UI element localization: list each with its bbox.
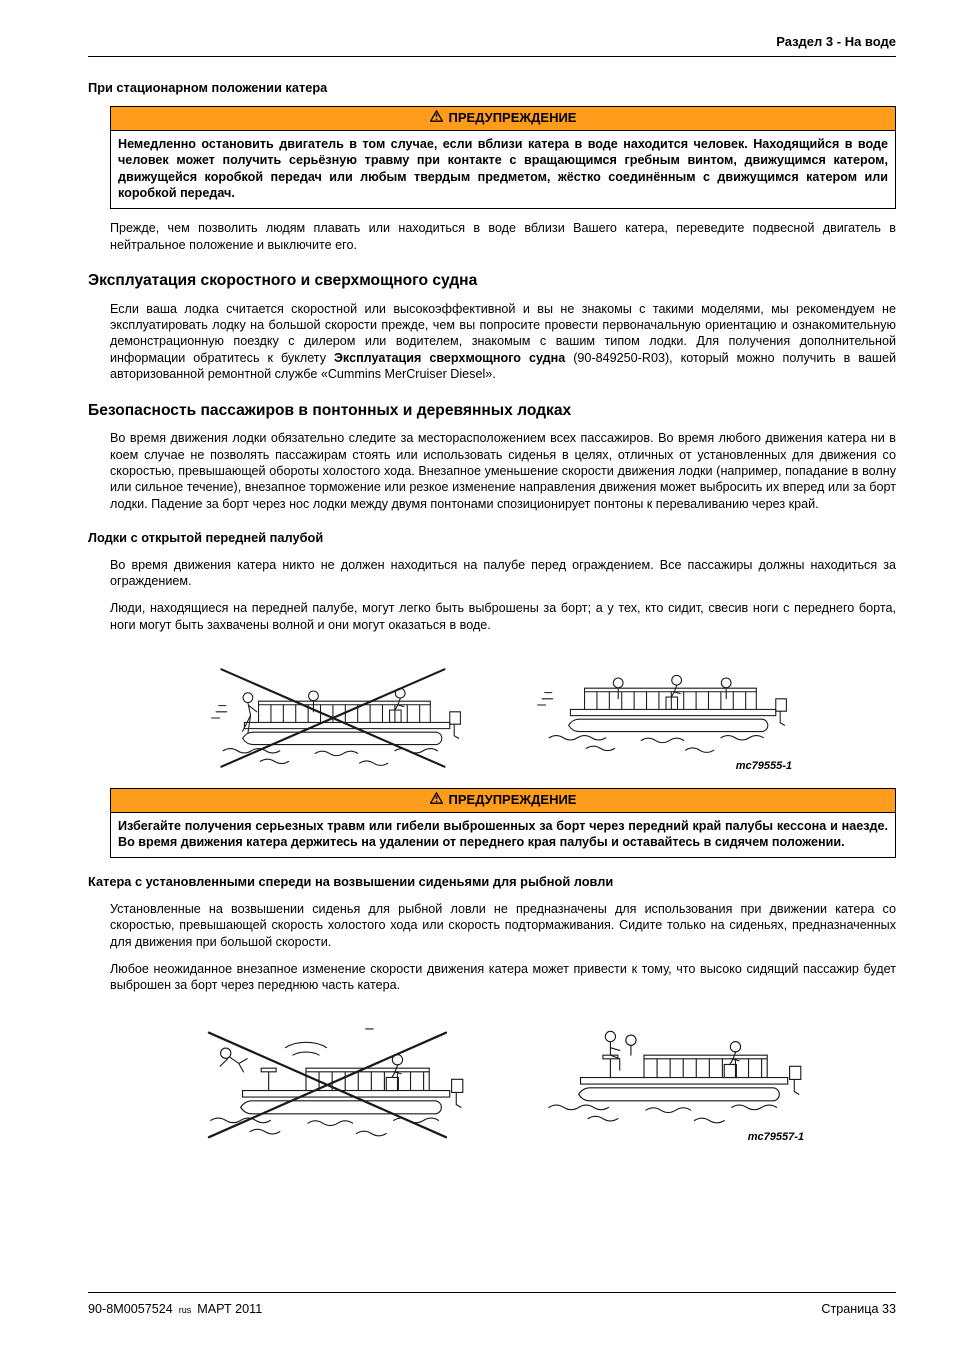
warning-box-stationary — [110, 106, 896, 209]
heading-highspeed: Эксплуатация скоростного и сверхмощного судна — [88, 272, 478, 290]
footer-document-info — [88, 1302, 262, 1316]
paragraph-open-deck-2: Люди, находящиеся на передней палубе, могут легко быть выброшены за борт; а у тех, кто сидит, свесив ноги с переднего борта, ноги могут быть захвачены волной и они могут оказаться в воде. — [110, 601, 896, 632]
paragraph-highspeed — [110, 301, 896, 383]
warning-triangle-icon — [430, 792, 443, 808]
warning-label: ПРЕДУПРЕЖДЕНИЕ — [448, 792, 577, 808]
warning-text-open-deck: Избегайте получения серьезных травм или гибели выброшенных за борт через передний край палубы кессона и наезде. Во время движения катера держитесь на удалении от переднего края палубы и оставайтесь в сидячем положении. — [118, 818, 888, 849]
warning-box-header — [111, 789, 895, 812]
heading-fishing-seats: Катера с установленными спереди на возвышении сиденьями для рыбной ловли — [88, 874, 614, 890]
heading-pontoon-safety: Безопасность пассажиров в понтонных и деревянных лодках — [88, 401, 572, 419]
warning-box-header — [111, 107, 895, 130]
figure-boat-pedestal-correct — [532, 1012, 812, 1143]
page-footer — [88, 1292, 896, 1316]
booklet-title-bold: Эксплуатация сверхмощного судна — [333, 350, 566, 365]
warning-box-open-deck — [110, 788, 896, 858]
figure-boat-bowrider-prohibited — [206, 664, 474, 772]
prohibition-x-mark — [221, 669, 444, 766]
footer-date: МАРТ 2011 — [197, 1302, 263, 1316]
figure-caption: mc79555-1 — [735, 760, 792, 773]
paragraph-pontoon-safety: Во время движения лодки обязательно следите за месторасположением всех пассажиров. Во время любого движения катера ни в коем случае не позволять пассажирам стоять или использовать сиденья в целях, отличных от установленных для движения со скоростью, превышающей обороты холостого хода. Внезапное уменьшение скорости движения лодки (например, попадание в волну или сильное течение), внезапное торможение или резкое изменение направления движения может выбросить их вперед или за борт лодки. Падение за борт через нос лодки между двумя понтонами спозиционирует понтоны к переваливанию через край. — [110, 431, 896, 511]
paragraph-text: (90-849250-R03), который можно получить в вашей авторизованной ремонтной службе «Cummins MerCruiser Diesel». — [110, 350, 897, 382]
page-content — [88, 74, 896, 1147]
footer-doc-code: 90-8M0057524 — [88, 1302, 173, 1316]
page-header — [88, 34, 896, 57]
paragraph-fishing-seats-1: Установленные на возвышении сиденья для рыбной ловли не предназначены для использования при движении катера со скоростью, превышающей скорость холостого хода или скорость подтормаживания. Сидите только на сиденьях, предназначенных для движения при большой скорости. — [110, 901, 896, 949]
figure-fishing-seats — [110, 1012, 896, 1143]
paragraph-fishing-seats-2: Любое неожиданное внезапное изменение скорости движения катера может привести к тому, что высоко сидящий пассажир будет выброшен за борт через переднюю часть катера. — [110, 962, 896, 993]
paragraph-open-deck-1: Во время движения катера никто не должен находиться на палубе перед ограждением. Все пассажиры должны находиться за ограждением. — [110, 557, 896, 588]
figure-caption: mc79557-1 — [747, 1130, 804, 1143]
footer-language: rus — [178, 1305, 192, 1315]
footer-page-number: Страница 33 — [821, 1302, 896, 1316]
figure-boat-pedestal-prohibited — [194, 1025, 474, 1143]
warning-label: ПРЕДУПРЕЖДЕНИЕ — [448, 110, 577, 126]
heading-stationary: При стационарном положении катера — [88, 80, 328, 95]
paragraph-stationary: Прежде, чем позволить людям плавать или находиться в воде вблизи Вашего катера, переведите подвесной двигатель в нейтральное положение и выключите его. — [110, 221, 896, 252]
warning-triangle-icon — [430, 110, 443, 126]
section-header-title: Раздел 3 - На воде — [776, 34, 896, 49]
warning-text-stationary: Немедленно остановить двигатель в том случае, если вблизи катера в воде находится человек. Находящийся в воде человек может получить серьёзную травму при контакте с вращающимся гребным винтом, движущимся катером, движущейся коробкой передач или любым твердым предметом, жёстко соединённым с движущимся катером или коробкой передач. — [118, 136, 888, 201]
paragraph-text: Если ваша лодка считается скоростной или высокоэффективной и вы не знакомы с такими моделями, мы рекомендуем не эксплуатировать лодку на большой скорости прежде, чем вы попросите провести первоначальную ориентацию и ознакомительную демонстрационную поездку с дилером или водителем, знакомым с вашим типом лодки. Для получения дополнительной информации обратитесь к буклету — [110, 301, 896, 365]
heading-open-deck: Лодки с открытой передней палубой — [88, 530, 324, 546]
figure-open-deck — [110, 651, 896, 772]
figure-boat-correct-seating — [532, 651, 800, 772]
